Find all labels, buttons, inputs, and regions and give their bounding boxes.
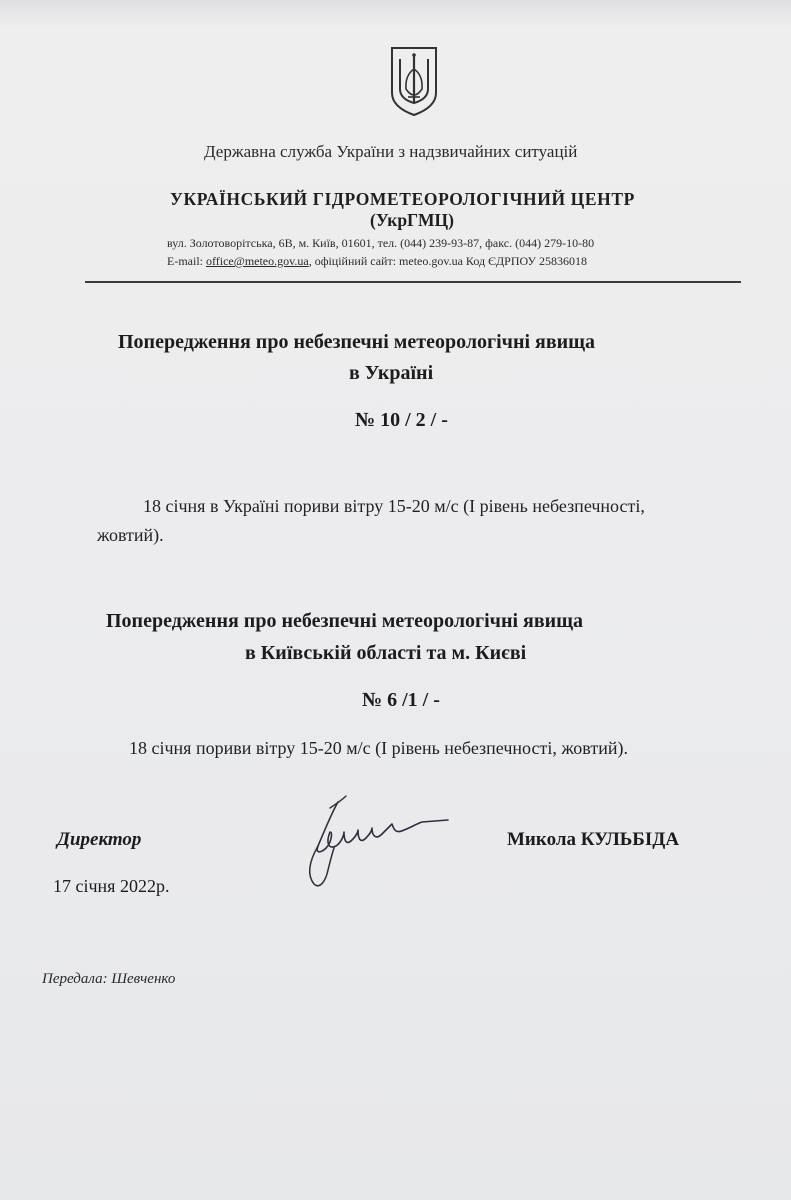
email-label: E-mail: bbox=[167, 254, 206, 268]
warning-1-title-line-1: Попередження про небезпечні метеорологічні явища bbox=[118, 331, 596, 353]
warning-2-number: № 6 /1 / - bbox=[362, 689, 440, 711]
warning-1-number: № 10 / 2 / - bbox=[355, 409, 448, 431]
trident-emblem-icon bbox=[388, 45, 440, 117]
website-code-text: , офіційний сайт: meteo.gov.ua Код ЄДРПОУ 25836018 bbox=[308, 254, 588, 268]
contact-email-line bbox=[167, 254, 587, 269]
email-link[interactable]: office@meteo.gov.ua bbox=[206, 254, 309, 268]
contact-address-line: вул. Золотоворітська, 6В, м. Київ, 01601, тел. (044) 239-93-87, факс. (044) 279-10-80 bbox=[167, 236, 595, 250]
director-name: Микола КУЛЬБІДА bbox=[507, 829, 680, 850]
center-name: УКРАЇНСЬКИЙ ГІДРОМЕТЕОРОЛОГІЧНИЙ ЦЕНТР bbox=[170, 189, 635, 209]
service-name: Державна служба України з надзвичайних ситуацій bbox=[204, 142, 578, 161]
warning-1-title-line-2: в Україні bbox=[349, 362, 434, 384]
warning-2-title-line-1: Попередження про небезпечні метеорологічні явища bbox=[106, 610, 584, 632]
transmitted-by: Передала: Шевченко bbox=[42, 971, 176, 987]
handwritten-signature-icon bbox=[292, 788, 462, 894]
warning-1-text-line-1: 18 січня в Україні пориви вітру 15-20 м/с (І рівень небезпечності, bbox=[143, 496, 645, 516]
document-date: 17 січня 2022р. bbox=[53, 876, 170, 896]
center-abbreviation: (УкрГМЦ) bbox=[370, 210, 454, 230]
position-title: Директор bbox=[57, 829, 142, 850]
header-divider bbox=[85, 281, 741, 283]
warning-2-title-line-2: в Київській області та м. Києві bbox=[245, 642, 527, 664]
warning-1-text-line-2: жовтий). bbox=[97, 525, 164, 545]
warning-2-text: 18 січня пориви вітру 15-20 м/с (І рівень небезпечності, жовтий). bbox=[129, 738, 628, 758]
